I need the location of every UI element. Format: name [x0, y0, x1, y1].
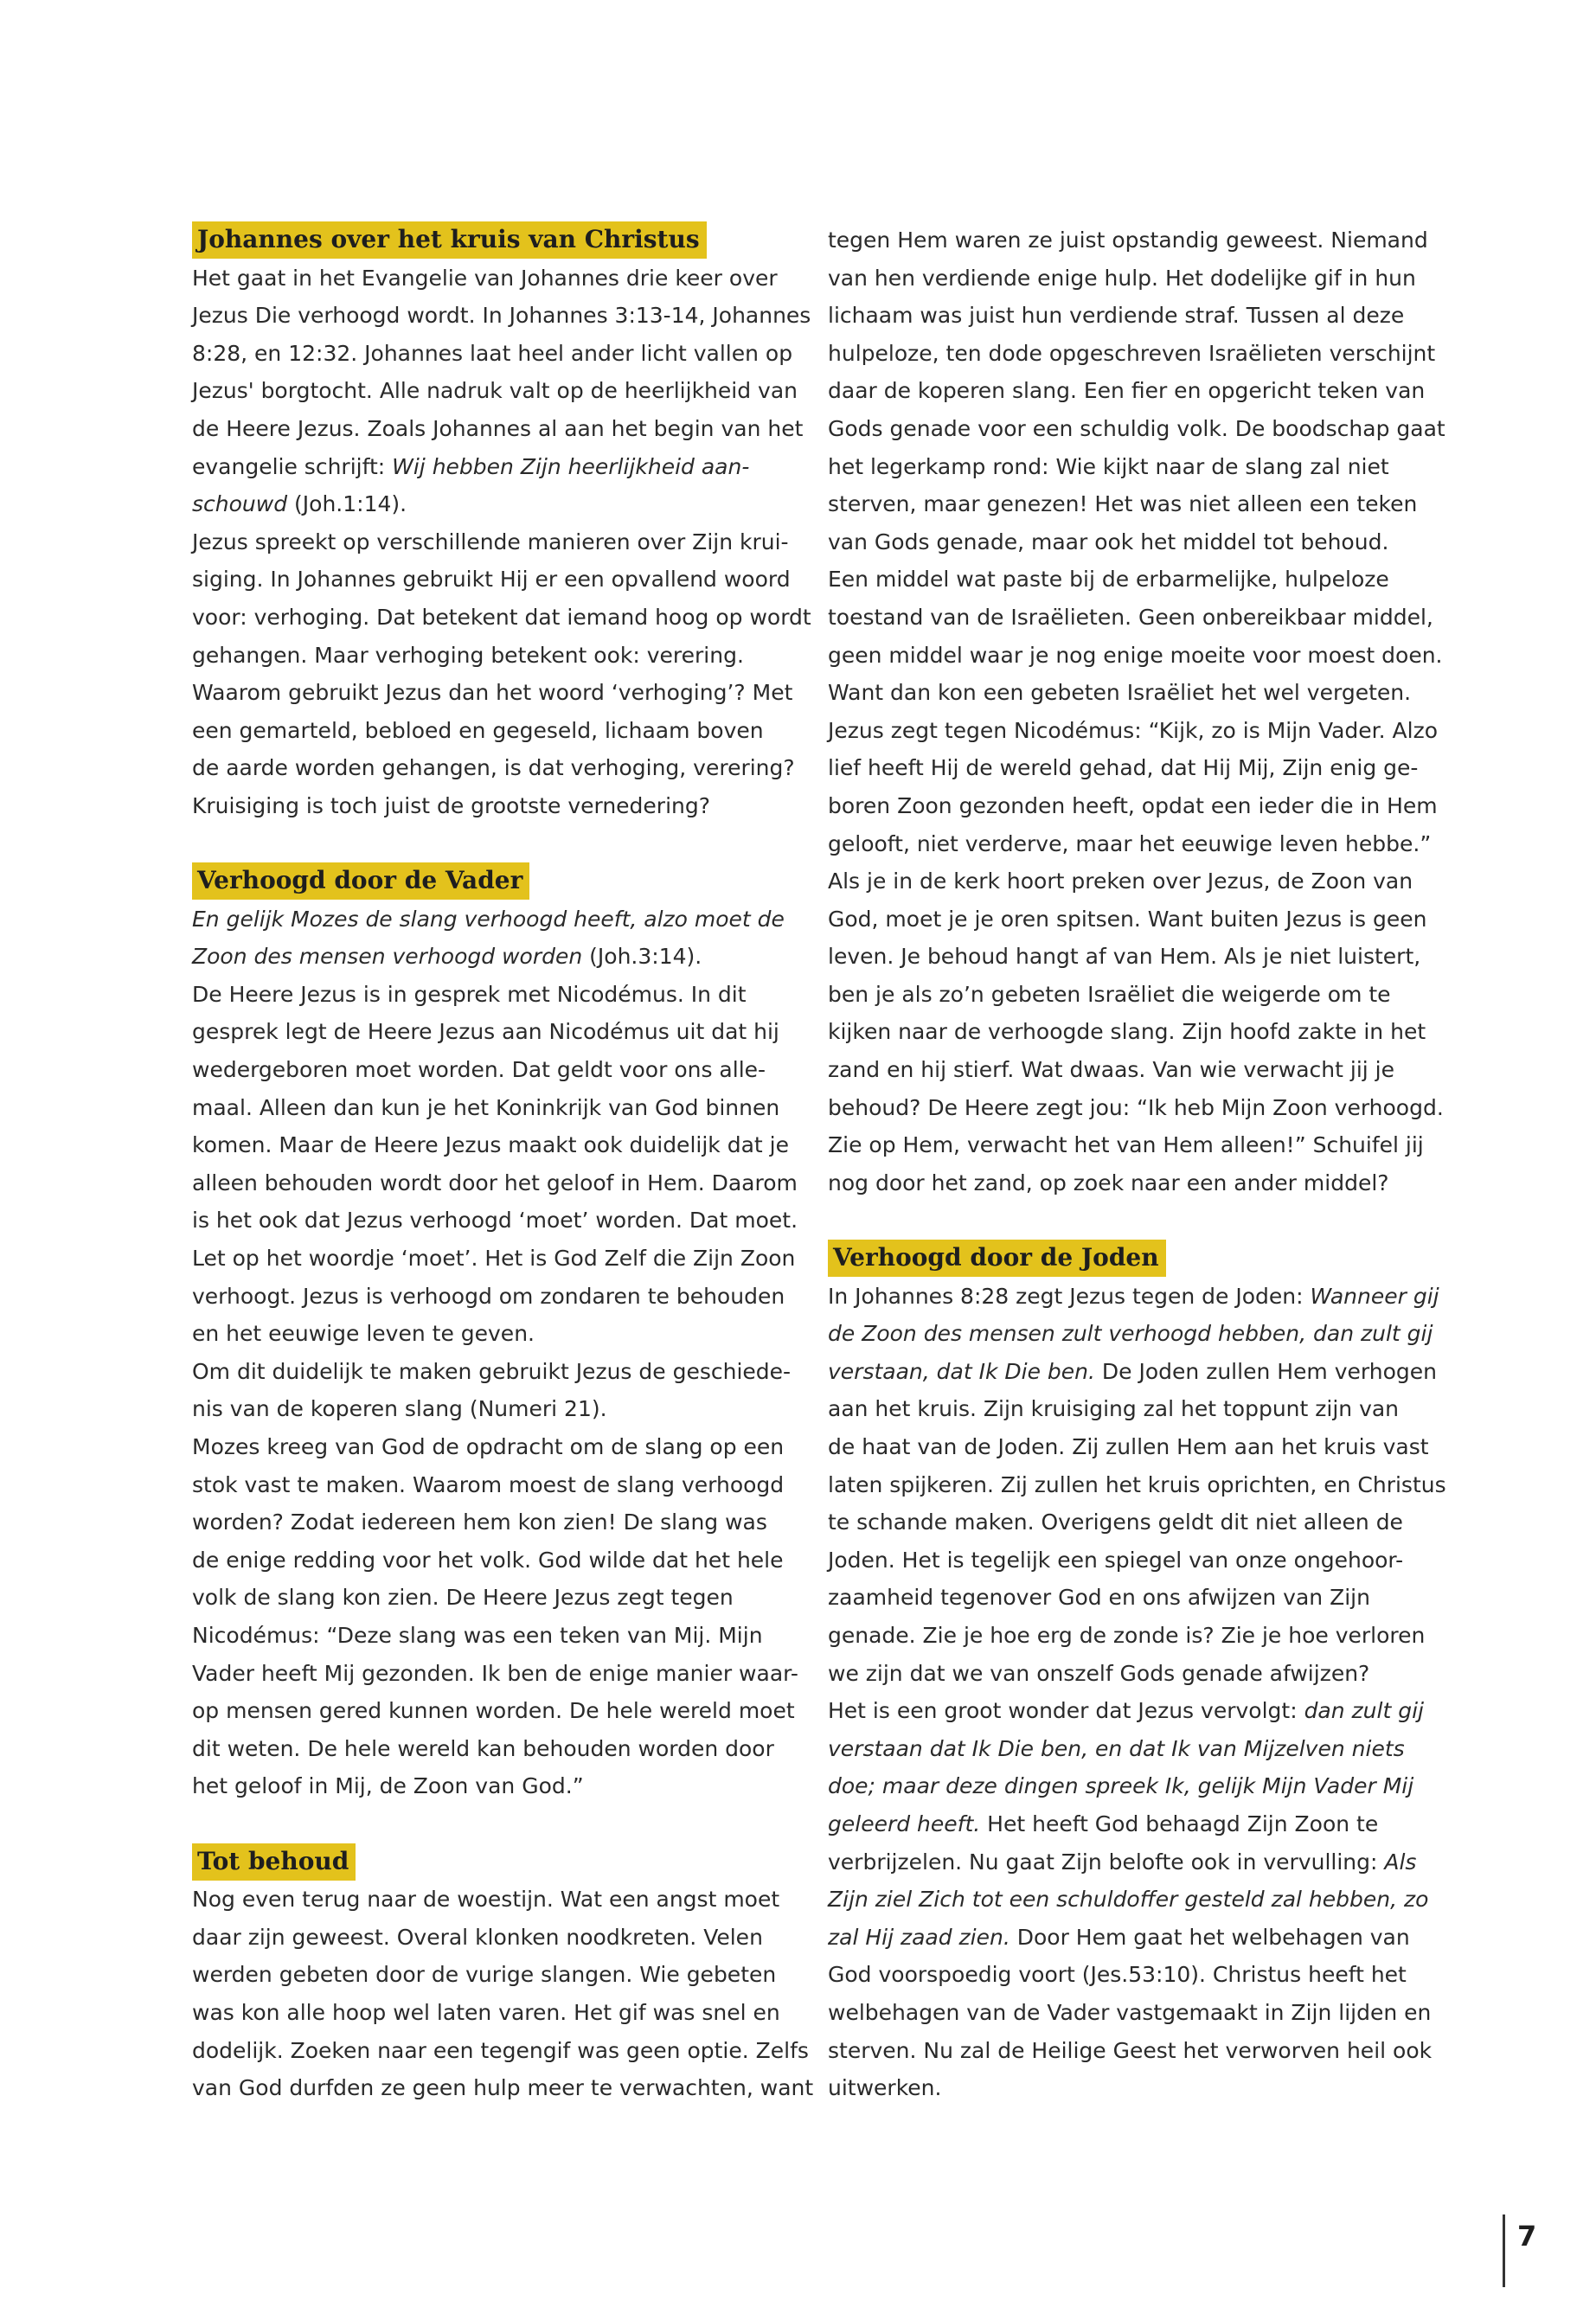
text-segment: Nicodémus: “Deze slang was een teken van Mij. Mijn — [192, 1622, 763, 1648]
text-line — [828, 787, 1438, 825]
text-line — [192, 1240, 798, 1278]
text-segment: volk de slang kon zien. De Heere Jezus zegt tegen — [192, 1585, 734, 1611]
text-segment: van God durfden ze geen hulp meer te verwachten, want — [192, 2075, 814, 2101]
text-segment: sterven, maar genezen! Het was niet alleen een teken — [828, 491, 1418, 517]
heading-tot-behoud: Tot behoud — [192, 1843, 356, 1881]
text-line — [192, 1503, 798, 1541]
italic-text: de Zoon des mensen zult verhoogd hebben, dan zult gij — [828, 1321, 1433, 1347]
paragraph-section-3 — [192, 1881, 814, 2107]
text-line — [192, 1428, 798, 1466]
paragraph-section-4 — [828, 1278, 1446, 2107]
text-segment: Een middel wat paste bij de erbarmelijke, hulpeloze — [828, 567, 1389, 593]
text-line — [828, 1881, 1433, 1919]
heading-verhoogd-door-de-joden: Verhoogd door de Joden — [828, 1240, 1166, 1277]
text-line — [192, 674, 798, 712]
text-line — [192, 1390, 798, 1428]
text-line — [828, 1390, 1433, 1428]
text-segment: kijken naar de verhoogde slang. Zijn hoofd zakte in het — [828, 1019, 1426, 1045]
text-segment: ben je als zo’n gebeten Israëliet die weigerde om te — [828, 981, 1391, 1007]
italic-text: doe; maar deze dingen spreek Ik, gelijk Mijn Vader Mij — [828, 1773, 1414, 1799]
text-segment: gelooft, niet verderve, maar het eeuwige leven hebbe.” — [828, 830, 1432, 856]
italic-text: Zoon des mensen verhoogd worden — [192, 944, 583, 970]
italic-text: verstaan dat Ik Die ben, en dat Ik van Mijzelven niets — [828, 1735, 1405, 1761]
text-line — [192, 2069, 814, 2107]
text-line — [828, 2069, 1433, 2107]
text-segment: Want dan kon een gebeten Israëliet het wel vergeten. — [828, 680, 1412, 706]
text-segment: was kon alle hoop wel laten varen. Het gif was snel en — [192, 1999, 780, 2025]
text-line — [192, 1353, 798, 1391]
text-line — [192, 260, 798, 298]
text-segment: sterven. Nu zal de Heilige Geest het verworven heil ook — [828, 2037, 1433, 2063]
text-segment: de aarde worden gehangen, is dat verhoging, verering? — [192, 755, 795, 781]
text-segment: hulpeloze, ten dode opgeschreven Israëlieten verschijnt — [828, 340, 1436, 366]
text-segment: Door Hem gaat het welbehagen van — [1010, 1924, 1410, 1950]
text-segment: Als je in de kerk hoort preken over Jezus, de Zoon van — [828, 868, 1413, 894]
text-line — [192, 637, 798, 675]
text-segment: Het is een groot wonder dat Jezus vervolgt: — [828, 1698, 1304, 1724]
text-segment: (Joh.1:14). — [287, 491, 407, 517]
text-segment: Zie op Hem, verwacht het van Hem alleen!” Schuifel jij — [828, 1132, 1424, 1158]
text-segment: gehangen. Maar verhoging betekent ook: verering. — [192, 642, 744, 668]
text-line — [192, 1126, 798, 1164]
text-segment: Joden. Het is tegelijk een spiegel van onze ongehoor- — [828, 1547, 1404, 1573]
text-line — [192, 1994, 798, 2032]
text-line — [192, 1956, 798, 1994]
text-segment: zaamheid tegenover God en ons afwijzen van Zijn — [828, 1585, 1370, 1611]
text-line — [192, 1089, 798, 1127]
text-line — [192, 1881, 798, 1919]
italic-text: zal Hij zaad zien. — [828, 1924, 1010, 1950]
italic-text: Wij hebben Zijn heerlijkheid aan- — [392, 453, 750, 479]
text-line — [192, 1013, 798, 1051]
text-segment: Jezus Die verhoogd wordt. In Johannes 3:13-14, Johannes — [192, 303, 811, 329]
text-line — [828, 410, 1445, 448]
text-segment: De Joden zullen Hem verhogen — [1094, 1358, 1437, 1384]
text-line — [828, 749, 1433, 787]
text-line — [828, 260, 1433, 298]
text-segment: de Heere Jezus. Zoals Johannes al aan het begin van het — [192, 415, 804, 441]
text-segment: Om dit duidelijk te maken gebruikt Jezus de geschiede- — [192, 1358, 792, 1384]
text-segment: uitwerken. — [828, 2075, 942, 2101]
text-line — [828, 1655, 1433, 1693]
italic-text: Als — [1384, 1849, 1417, 1875]
text-line — [828, 1051, 1433, 1089]
text-segment: boren Zoon gezonden heeft, opdat een ieder die in Hem — [828, 792, 1438, 818]
text-segment: God, moet je je oren spitsen. Want buiten Jezus is geen — [828, 906, 1427, 932]
paragraph-section-3-continued — [828, 221, 1445, 1202]
text-segment: van hen verdiende enige hulp. Het dodelijke gif in hun — [828, 265, 1416, 291]
text-line — [192, 1617, 798, 1655]
text-segment: dit weten. De hele wereld kan behouden worden door — [192, 1735, 774, 1761]
text-line — [192, 2032, 809, 2070]
text-line — [192, 561, 798, 599]
text-segment: dodelijk. Zoeken naar een tegengif was geen optie. Zelfs — [192, 2037, 809, 2063]
text-segment: komen. Maar de Heere Jezus maakt ook duidelijk dat je — [192, 1132, 789, 1158]
text-line — [192, 599, 811, 637]
text-segment: nog door het zand, op zoek naar een ander middel? — [828, 1170, 1389, 1195]
text-line — [828, 1089, 1444, 1127]
text-segment: evangelie schrijft: — [192, 453, 393, 479]
text-line — [828, 712, 1439, 750]
text-segment: verhoogt. Jezus is verhoogd om zondaren te behouden — [192, 1283, 785, 1309]
text-segment: toestand van de Israëlieten. Geen onbereikbaar middel, — [828, 604, 1433, 630]
text-segment: gesprek legt de Heere Jezus aan Nicodémus uit dat hij — [192, 1019, 779, 1045]
text-line — [828, 637, 1443, 675]
text-line — [192, 976, 798, 1014]
text-segment: daar de koperen slang. Een fier en opgericht teken van — [828, 378, 1426, 404]
text-line — [828, 1013, 1433, 1051]
text-segment: werden gebeten door de vurige slangen. Wie gebeten — [192, 1962, 777, 1988]
text-line — [828, 372, 1433, 410]
text-segment: Het gaat in het Evangelie van Johannes drie keer over — [192, 265, 778, 291]
text-line — [828, 561, 1433, 599]
text-segment: van Gods genade, maar ook het middel tot behoud. — [828, 529, 1389, 554]
text-line — [192, 1202, 798, 1240]
text-line — [828, 1579, 1433, 1617]
italic-text: verstaan, dat Ik Die ben. — [828, 1358, 1095, 1384]
text-line — [828, 448, 1433, 486]
right-column — [828, 221, 1446, 2107]
text-segment: leven. Je behoud hangt af van Hem. Als je niet luistert, — [828, 944, 1421, 970]
text-line — [192, 523, 798, 561]
text-segment: lichaam was juist hun verdiende straf. Tussen al deze — [828, 303, 1405, 329]
text-segment: behoud? De Heere zegt jou: “Ik heb Mijn Zoon verhoogd. — [828, 1094, 1444, 1120]
text-segment: lief heeft Hij de wereld gehad, dat Hij Mij, Zijn enig ge- — [828, 755, 1419, 781]
text-line — [828, 1843, 1433, 1881]
text-line — [192, 749, 798, 787]
paragraph-section-2 — [192, 901, 798, 1805]
text-line — [828, 1730, 1433, 1768]
text-line — [192, 1579, 798, 1617]
text-segment: In Johannes 8:28 zegt Jezus tegen de Joden: — [828, 1283, 1311, 1309]
italic-text: En gelijk Mozes de slang verhoogd heeft, alzo moet de — [192, 906, 785, 932]
text-segment: Het heeft God behaagd Zijn Zoon te — [980, 1811, 1379, 1836]
text-segment: is het ook dat Jezus verhoogd ‘moet’ worden. Dat moet. — [192, 1208, 798, 1234]
text-line — [828, 901, 1433, 939]
text-segment: worden? Zodat iedereen hem kon zien! De slang was — [192, 1509, 767, 1535]
text-segment: zand en hij stierf. Wat dwaas. Van wie verwacht jij je — [828, 1057, 1394, 1083]
heading-verhoogd-door-de-vader: Verhoogd door de Vader — [192, 862, 529, 900]
italic-text: geleerd heeft. — [828, 1811, 981, 1836]
text-segment: op mensen gered kunnen worden. De hele wereld moet — [192, 1698, 795, 1724]
text-segment: Gods genade voor een schuldig volk. De boodschap gaat — [828, 415, 1445, 441]
text-segment: te schande maken. Overigens geldt dit niet alleen de — [828, 1509, 1403, 1535]
text-line — [828, 2032, 1433, 2070]
text-line — [828, 1353, 1437, 1391]
text-segment: voor: verhoging. Dat betekent dat iemand hoog op wordt — [192, 604, 811, 630]
text-segment: verbrijzelen. Nu gaat Zijn belofte ook in vervulling: — [828, 1849, 1385, 1875]
text-line — [828, 938, 1433, 976]
text-line — [192, 297, 811, 335]
text-segment: de enige redding voor het volk. God wilde dat het hele — [192, 1547, 784, 1573]
text-line — [192, 1278, 798, 1316]
text-segment: geen middel waar je nog enige moeite voor moest doen. — [828, 642, 1443, 668]
text-segment: tegen Hem waren ze juist opstandig geweest. Niemand — [828, 228, 1428, 253]
text-segment: nis van de koperen slang (Numeri 21). — [192, 1396, 607, 1422]
text-line — [192, 901, 798, 939]
text-line — [192, 1655, 798, 1693]
text-line — [828, 1466, 1446, 1504]
text-line — [192, 448, 798, 486]
text-segment: Waarom gebruikt Jezus dan het woord ‘verhoging’? Met — [192, 680, 793, 706]
text-segment: siging. In Johannes gebruikt Hij er een opvallend woord — [192, 567, 791, 593]
text-segment: we zijn dat we van onszelf Gods genade afwijzen? — [828, 1660, 1370, 1686]
text-line — [828, 599, 1433, 637]
text-line — [192, 1051, 798, 1089]
text-line — [192, 1767, 798, 1805]
text-line — [828, 1805, 1433, 1843]
text-line — [192, 1919, 798, 1957]
text-line — [192, 712, 798, 750]
text-line — [828, 1956, 1433, 1994]
text-line — [828, 862, 1433, 901]
text-segment: en het eeuwige leven te geven. — [192, 1321, 535, 1347]
text-segment: Nog even terug naar de woestijn. Wat een angst moet — [192, 1887, 780, 1913]
text-segment: Jezus zegt tegen Nicodémus: “Kijk, zo is Mijn Vader. Alzo — [828, 717, 1439, 743]
text-segment: Kruisiging is toch juist de grootste vernedering? — [192, 792, 711, 818]
paragraph-section-1 — [192, 260, 811, 825]
text-line — [828, 1919, 1433, 1957]
text-line — [828, 674, 1433, 712]
text-line — [828, 1126, 1433, 1164]
text-line — [192, 485, 798, 523]
text-line — [192, 335, 798, 373]
text-segment: Jezus spreekt op verschillende manieren over Zijn krui- — [192, 529, 789, 554]
text-segment: laten spijkeren. Zij zullen het kruis oprichten, en Christus — [828, 1471, 1446, 1497]
italic-text: schouwd — [192, 491, 288, 517]
text-line — [828, 1503, 1433, 1541]
italic-text: dan zult gij — [1304, 1698, 1424, 1724]
text-line — [828, 1617, 1433, 1655]
text-segment: daar zijn geweest. Overal klonken noodkreten. Velen — [192, 1924, 763, 1950]
text-line — [192, 938, 798, 976]
text-line — [192, 372, 798, 410]
text-line — [828, 221, 1433, 260]
text-line — [828, 1315, 1433, 1353]
text-segment: het legerkamp rond: Wie kijkt naar de slang zal niet — [828, 453, 1389, 479]
left-column — [192, 221, 814, 2107]
text-line — [192, 1164, 798, 1202]
text-segment: De Heere Jezus is in gesprek met Nicodémus. In dit — [192, 981, 747, 1007]
italic-text: Wanneer gij — [1310, 1283, 1439, 1309]
text-segment: Mozes kreeg van God de opdracht om de slang op een — [192, 1434, 785, 1459]
text-segment: maal. Alleen dan kun je het Koninkrijk van God binnen — [192, 1094, 780, 1120]
text-line — [828, 1164, 1433, 1202]
text-segment: stok vast te maken. Waarom moest de slang verhoogd — [192, 1471, 785, 1497]
text-line — [828, 1428, 1433, 1466]
text-segment: Jezus' borgtocht. Alle nadruk valt op de heerlijkheid van — [192, 378, 798, 404]
text-segment: God voorspoedig voort (Jes.53:10). Christus heeft het — [828, 1962, 1407, 1988]
text-line — [828, 523, 1433, 561]
text-segment: het geloof in Mij, de Zoon van God.” — [192, 1773, 584, 1799]
page-number-divider — [1503, 2214, 1505, 2287]
text-segment: een gemarteld, bebloed en gegeseld, lichaam boven — [192, 717, 764, 743]
heading-johannes-over-het-kruis: Johannes over het kruis van Christus — [192, 221, 707, 259]
text-line — [192, 787, 798, 825]
text-line — [828, 825, 1433, 863]
text-segment: Vader heeft Mij gezonden. Ik ben de enige manier waar- — [192, 1660, 798, 1686]
text-line — [828, 976, 1433, 1014]
italic-text: Zijn ziel Zich tot een schuldoffer gesteld zal hebben, zo — [828, 1887, 1429, 1913]
text-segment: wedergeboren moet worden. Dat geldt voor ons alle- — [192, 1057, 766, 1083]
text-line — [828, 1767, 1433, 1805]
text-line — [828, 1994, 1433, 2032]
text-line — [192, 1541, 798, 1580]
text-segment: (Joh.3:14). — [582, 944, 702, 970]
text-line — [192, 1692, 798, 1730]
text-line — [828, 485, 1433, 523]
text-line — [192, 1315, 798, 1353]
text-line — [192, 1466, 798, 1504]
text-line — [828, 297, 1433, 335]
text-segment: 8:28, en 12:32. Johannes laat heel ander licht vallen op — [192, 340, 793, 366]
text-segment: Let op het woordje ‘moet’. Het is God Zelf die Zijn Zoon — [192, 1246, 796, 1272]
text-line — [192, 1730, 798, 1768]
text-segment: aan het kruis. Zijn kruisiging zal het toppunt zijn van — [828, 1396, 1400, 1422]
text-line — [828, 335, 1436, 373]
text-line — [828, 1278, 1439, 1316]
text-segment: alleen behouden wordt door het geloof in Hem. Daarom — [192, 1170, 798, 1195]
page-number: 7 — [1517, 2220, 1537, 2253]
text-line — [828, 1541, 1433, 1580]
text-segment: welbehagen van de Vader vastgemaakt in Zijn lijden en — [828, 1999, 1432, 2025]
text-line — [828, 1692, 1433, 1730]
text-line — [192, 410, 804, 448]
text-segment: de haat van de Joden. Zij zullen Hem aan het kruis vast — [828, 1434, 1429, 1459]
text-segment: genade. Zie je hoe erg de zonde is? Zie je hoe verloren — [828, 1622, 1426, 1648]
